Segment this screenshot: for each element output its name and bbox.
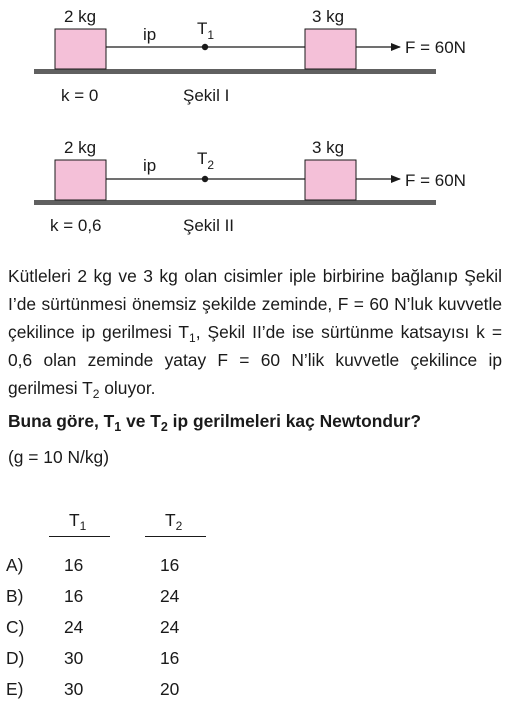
tension-label-1: $T_1$ [197,19,215,42]
option-b[interactable] [0,586,510,614]
table-header-t2: $T_2$ [165,510,183,533]
tension-label-2: $T_2$ [197,149,215,172]
force-label-1: F = 60N [405,38,466,57]
option-d[interactable] [0,648,510,676]
block-2kg-1 [55,29,106,69]
rope-label-2: ip [143,156,157,175]
option-e[interactable] [0,679,510,707]
mass-label-2kg-2: 2 kg [64,138,97,157]
tension-point-1 [202,44,208,50]
given-gravity: (g = 10 N/kg) [8,447,110,467]
option-t2-value: 24 [160,586,180,606]
option-letter: B) [6,586,24,606]
mass-label-3kg-2: 3 kg [312,138,345,157]
block-2kg-2 [55,160,106,200]
option-t1-value: 30 [64,648,84,668]
option-t2-value: 20 [160,679,180,699]
option-letter: A) [6,555,24,575]
physics-figures [0,0,510,250]
option-t1-value: 16 [64,555,84,575]
tension-point-2 [202,176,208,182]
header-rule-t1 [49,536,110,537]
mass-label-3kg-1: 3 kg [312,7,345,26]
ground-2 [34,200,436,205]
option-c[interactable] [0,617,510,645]
option-t2-value: 24 [160,617,180,637]
block-3kg-2 [305,160,356,200]
rope-label-1: ip [143,25,157,44]
option-t1-value: 16 [64,586,84,606]
option-letter: D) [6,648,25,668]
block-3kg-1 [305,29,356,69]
header-rule-t2 [145,536,206,537]
friction-label-1: k = 0 [61,86,99,105]
option-t2-value: 16 [160,555,180,575]
option-t1-value: 30 [64,679,84,699]
figure-2 [34,138,466,235]
question-prompt: Buna göre, $T_1$ ve $T_2$ ip gerilmeleri kaç Newtondur? [8,411,422,434]
option-t1-value: 24 [64,617,84,637]
table-header-t1: $T_1$ [69,510,87,533]
option-letter: C) [6,617,25,637]
question-text: Kütleleri 2 kg ve 3 kg olan cisimler iple birbirine bağlanıp Şekil I’de sürtünmesi önemsiz şekilde zeminde, F = 60 N’luk kuvvetle çekilince ip gerilmesi $T_1$, Şekil II’de ise sürtünme katsayısı k = 0,6 olan zeminde yatay F = 60 N’lik kuvvetle çekilince ip gerilmesi $T_2$ oluyor. [8,266,502,401]
option-a[interactable] [0,555,510,583]
option-t2-value: 16 [160,648,180,668]
figure-caption-2: Şekil II [183,216,235,235]
mass-label-2kg-1: 2 kg [64,7,97,26]
friction-label-2: k = 0,6 [50,216,102,235]
figure-caption-1: Şekil I [183,86,230,105]
ground-1 [34,69,436,74]
figure-1 [34,7,466,105]
option-letter: E) [6,679,24,699]
force-label-2: F = 60N [405,171,466,190]
